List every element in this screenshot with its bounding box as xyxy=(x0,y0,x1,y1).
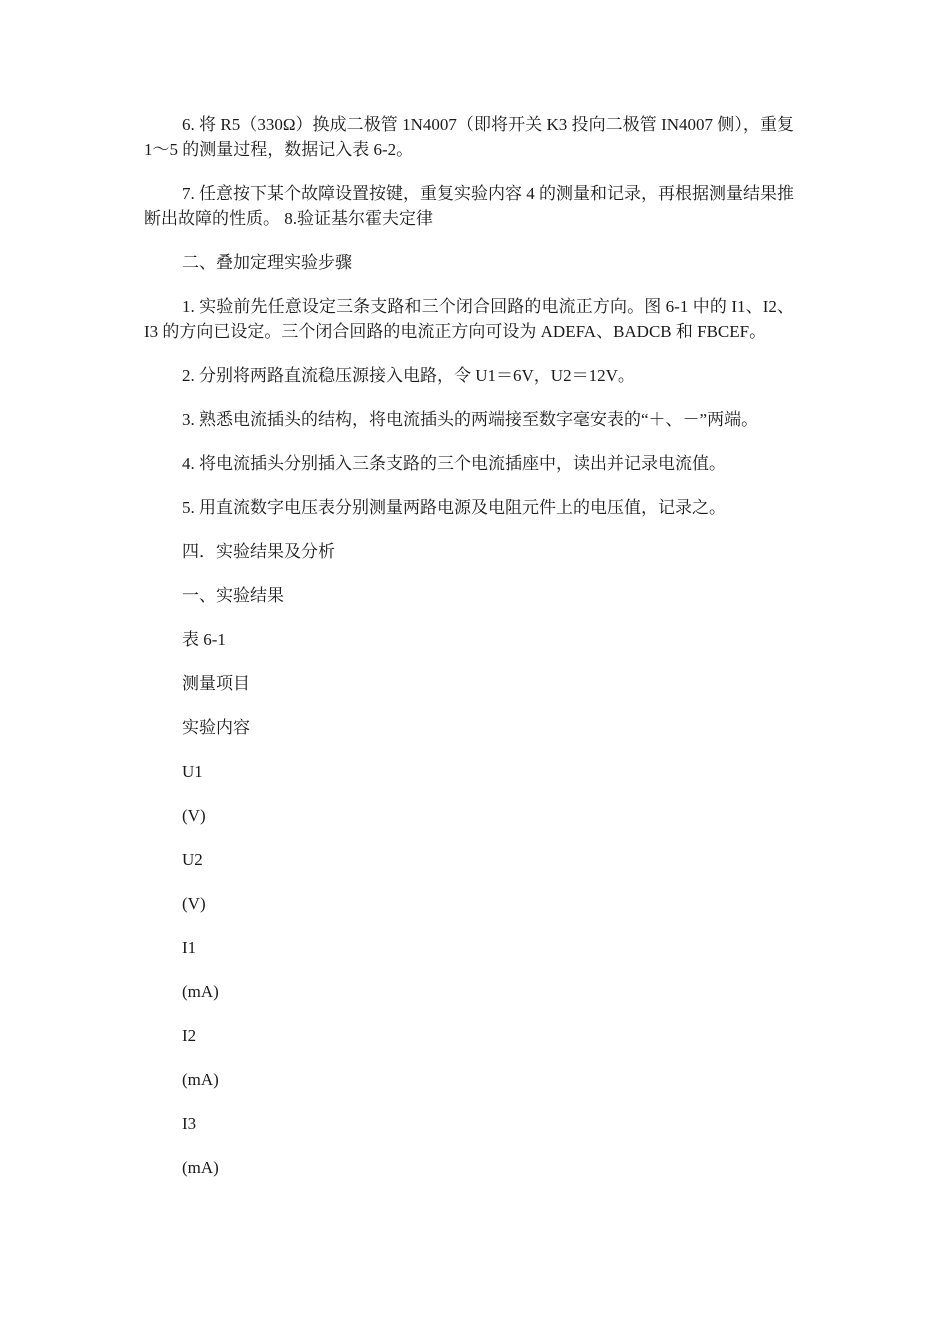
superposition-step-2: 2. 分别将两路直流稳压源接入电路，令 U1＝6V，U2＝12V。 xyxy=(182,366,635,385)
table-header-item: I2 xyxy=(182,1026,197,1045)
table-header-item: (mA) xyxy=(182,982,219,1001)
step-7-paragraph: 7. 任意按下某个故障设置按键，重复实验内容 4 的测量和记录，再根据测量结果推断出故障的性质。 8.验证基尔霍夫定律 xyxy=(144,184,794,228)
section-heading-results-analysis: 四．实验结果及分析 xyxy=(182,542,335,561)
step-6-paragraph: 6. 将 R5（330Ω）换成二极管 1N4007（即将开关 K3 投向二极管 IN4007 侧），重复 1～5 的测量过程，数据记入表 6-2。 xyxy=(144,115,794,159)
superposition-step-4: 4. 将电流插头分别插入三条支路的三个电流插座中，读出并记录电流值。 xyxy=(182,454,726,473)
superposition-step-1: 1. 实验前先任意设定三条支路和三个闭合回路的电流正方向。图 6-1 中的 I1、I2、I3 的方向已设定。三个闭合回路的电流正方向可设为 ADEFA、BADCB 和 FBCEF。 xyxy=(144,297,794,341)
superposition-step-5: 5. 用直流数字电压表分别测量两路电源及电阻元件上的电压值，记录之。 xyxy=(182,498,726,517)
section-heading-results: 一、实验结果 xyxy=(182,586,284,605)
table-header-item: (mA) xyxy=(182,1158,219,1177)
table-header-item: U1 xyxy=(182,762,203,781)
table-header-item: (V) xyxy=(182,894,206,913)
table-header-item: U2 xyxy=(182,850,203,869)
table-title: 表 6-1 xyxy=(182,630,226,649)
document-page xyxy=(144,112,794,1199)
superposition-step-3: 3. 熟悉电流插头的结构，将电流插头的两端接至数字毫安表的“＋、－”两端。 xyxy=(182,410,759,429)
table-header-item: 测量项目 xyxy=(182,674,250,693)
table-header-item: I3 xyxy=(182,1114,197,1133)
section-heading-superposition: 二、叠加定理实验步骤 xyxy=(182,253,352,272)
table-header-item: (mA) xyxy=(182,1070,219,1089)
table-header-item: I1 xyxy=(182,938,197,957)
table-header-item: 实验内容 xyxy=(182,718,250,737)
table-header-item: (V) xyxy=(182,806,206,825)
